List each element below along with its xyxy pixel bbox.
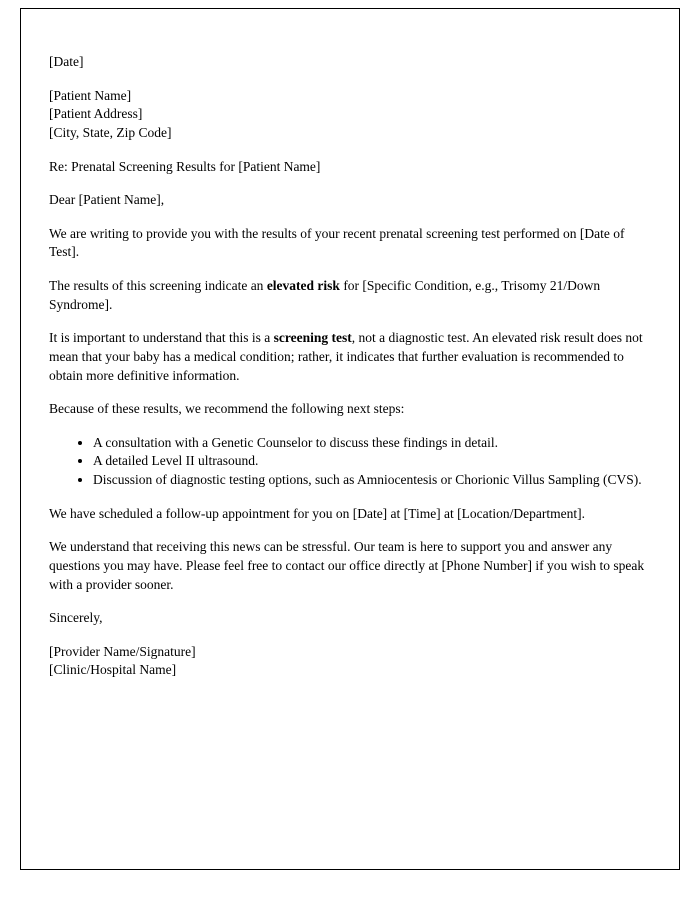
signature-clinic: [Clinic/Hospital Name] [49,662,177,678]
next-steps-intro-text: Because of these results, we recommend the following next steps: [49,401,405,417]
closing-text: Sincerely, [49,610,103,626]
closing [49,609,649,628]
results-text-after: for [Specific Condition, e.g., Trisomy 21/Down Syndrome]. [49,278,601,312]
salutation [49,191,649,210]
signature-provider: [Provider Name/Signature] [49,643,196,659]
salutation-text: Dear [Patient Name], [49,192,165,208]
signature-block [49,643,649,680]
recipient-name: [Patient Name] [49,87,132,103]
results-bold-term: elevated risk [266,278,340,293]
letter-body [21,9,679,680]
support-text: We understand that receiving this news can be stressful. Our team is here to support you and answer any questions you may have. Please feel free to contact our office directly at [Phone Number] if you wish to speak with a provider sooner. [49,539,645,592]
explanation-text-before: It is important to understand that this is a [49,330,274,346]
list-item: • A consultation with a Genetic Counselor to discuss these findings in detail. [93,434,649,453]
support-paragraph [49,538,649,594]
explanation-text-after: , not a diagnostic test. An elevated risk result does not mean that your baby has a medical condition; rather, it indicates that further evaluation is recommended to obtain more definitive information. [49,330,643,383]
recipient-city-state-zip: [City, State, Zip Code] [49,124,172,140]
recipient-address: [Patient Address] [49,106,143,122]
letter-page [20,8,680,870]
subject-text: Re: Prenatal Screening Results for [Patient Name] [49,158,321,174]
next-steps-list [49,434,649,490]
followup-paragraph [49,505,649,524]
recipient-block [49,87,649,143]
subject-line [49,158,649,177]
followup-text: We have scheduled a follow-up appointment for you on [Date] at [Time] at [Location/Department]. [49,505,585,521]
results-paragraph [49,277,649,314]
date-line [49,53,649,72]
list-item: • Discussion of diagnostic testing options, such as Amniocentesis or Chorionic Villus Sampling (CVS). [93,471,649,490]
results-text-before: The results of this screening indicate an [49,278,267,293]
list-item: • A detailed Level II ultrasound. [93,452,649,471]
explanation-bold-term: screening test [273,330,352,346]
intro-text: We are writing to provide you with the results of your recent prenatal screening test performed on [Date of Test]. [49,225,625,260]
date-placeholder: [Date] [49,54,84,69]
intro-paragraph [49,225,649,262]
next-steps-intro [49,400,649,419]
screening-explanation-paragraph [49,329,649,385]
